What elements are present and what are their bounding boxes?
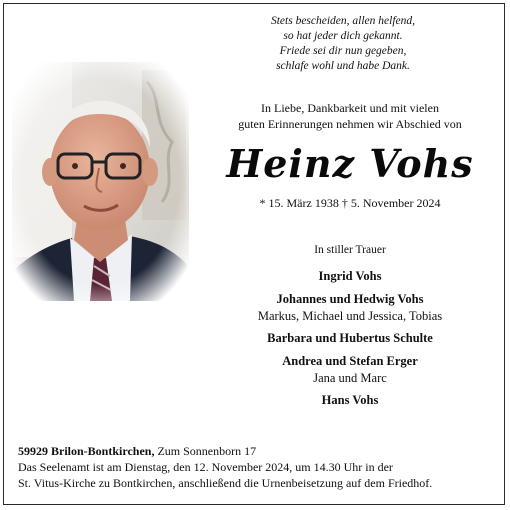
intro-line-1: In Liebe, Dankbarkeit und mit vielen <box>261 101 439 115</box>
address-street: Zum Sonnenborn 17 <box>154 444 257 458</box>
intro-line-2: guten Erinnerungen nehmen wir Abschied von <box>238 117 462 131</box>
mourners-list <box>200 268 500 409</box>
mourner-subline: Jana und Marc <box>313 371 387 385</box>
poem-line: so hat jeder dich gekannt. <box>283 30 403 42</box>
life-dates: * 15. März 1938 † 5. November 2024 <box>259 196 441 210</box>
mourner-name: Johannes und Hedwig Vohs <box>276 292 424 306</box>
deceased-name: Heinz Vohs <box>226 141 474 186</box>
mourner-name: Barbara und Hubertus Schulte <box>267 331 433 345</box>
poem-line: Friede sei dir nun gegeben, <box>279 45 407 57</box>
memorial-poem <box>218 14 468 74</box>
mourning-label: In stiller Trauer <box>314 244 386 256</box>
mourner-name: Andrea und Stefan Erger <box>282 354 418 368</box>
address-city: 59929 Brilon-Bontkirchen, <box>18 444 155 458</box>
portrait-photo <box>12 62 189 301</box>
service-info-line: Das Seelenamt ist am Dienstag, den 12. November 2024, um 14.30 Uhr in der <box>18 460 393 474</box>
address-line <box>18 443 498 459</box>
mourner-subline: Markus, Michael und Jessica, Tobias <box>257 309 443 323</box>
poem-line: Stets bescheiden, allen helfend, <box>270 15 416 27</box>
farewell-intro <box>200 100 500 132</box>
mourner-name: Ingrid Vohs <box>318 269 382 283</box>
footer-info <box>18 443 498 491</box>
service-info-line: St. Vitus-Kirche zu Bontkirchen, anschließend die Urnenbeisetzung auf dem Friedhof. <box>18 476 433 490</box>
poem-line: schlafe wohl und habe Dank. <box>276 60 410 72</box>
mourner-name: Hans Vohs <box>321 393 379 407</box>
